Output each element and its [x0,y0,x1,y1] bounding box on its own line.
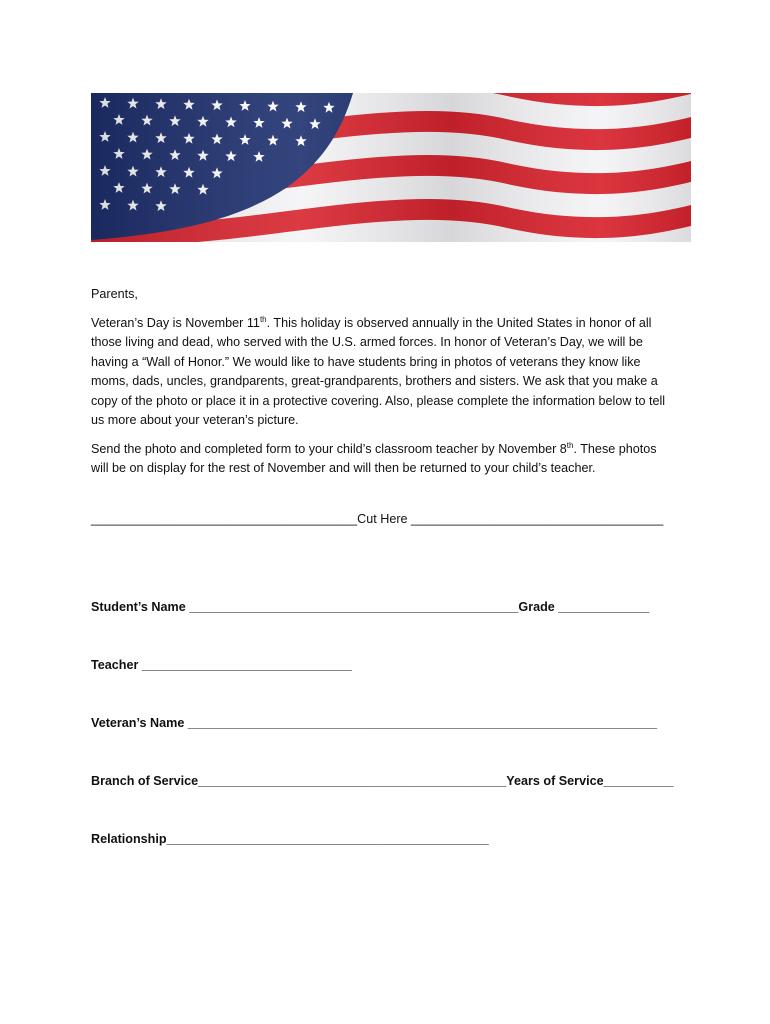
relationship-field[interactable]: Relationship______________________________________________ [91,832,489,846]
greeting: Parents, [91,287,138,301]
letter-paragraph-1: Veteran’s Day is November 11th. This holiday is observed annually in the United States in honor of all those living and dead, who served with the U.S. armed forces. In honor of Veteran’s Day, we will be having a “Wall of Honor.” We would like to have students bring in photos of veterans they know like moms, dads, uncles, grandparents, great-grandparents, brothers and sisters. We ask that you make a copy of the photo or place it in a protective covering. Also, please complete the information below to tell us more about your veteran’s picture. [91,314,666,427]
letter-paragraph-2: Send the photo and completed form to your child’s classroom teacher by November 8th. These photos will be on display for the rest of November and will then be returned to your child’s teacher. [91,440,657,475]
american-flag-banner [91,93,691,242]
teacher-field[interactable]: Teacher ______________________________ [91,658,352,672]
student-name-field[interactable]: Student’s Name _______________________________________________Grade _____________ [91,600,650,614]
letter-body [91,285,673,488]
cut-here-line: ______________________________________Cut Here ____________________________________ [91,512,664,526]
branch-of-service-field[interactable]: Branch of Service____________________________________________Years of Service__________ [91,774,674,788]
veteran-name-field[interactable]: Veteran’s Name ___________________________________________________________________ [91,716,658,730]
